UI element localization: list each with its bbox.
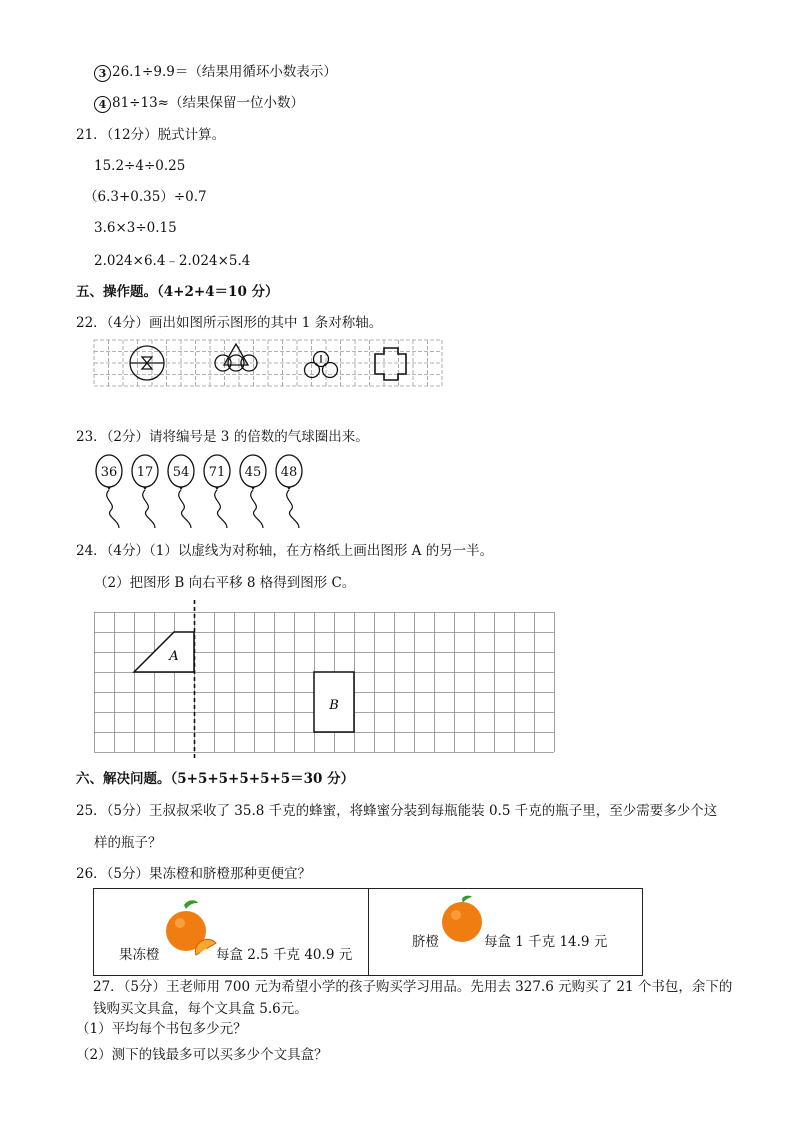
q20-item-3 — [94, 63, 337, 82]
balloon[interactable] — [168, 455, 194, 528]
q25-line-2: 样的瓶子？ — [94, 835, 162, 851]
q21-expr-4: 2.024×6.4﹣2.024×5.4 — [94, 253, 251, 269]
balloon-number: 71 — [208, 465, 226, 480]
balloon-number: 54 — [172, 465, 190, 480]
q23-title: 23．（2分）请将编号是 3 的倍数的气球圈出来。 — [76, 429, 369, 445]
q20-item-4-text: 81÷13≈（结果保留一位小数） — [112, 95, 304, 111]
q24-grid — [94, 612, 556, 757]
q24-part-2: （2）把图形 B 向右平移 8 格得到图形 C。 — [94, 575, 356, 591]
shape-cross — [375, 348, 406, 380]
q20-item-4 — [94, 94, 304, 113]
balloon-group — [90, 452, 310, 532]
q26-title: 26．（5分）果冻橙和脐橙那种更便宜？ — [76, 866, 312, 882]
price-box-divider — [368, 889, 369, 975]
section-5-title: 五、操作题。（4+2+4＝10 分） — [76, 284, 279, 300]
balloon[interactable] — [276, 455, 302, 528]
circled-number-3: 3 — [94, 65, 111, 82]
q21-expr-1: 15.2÷4÷0.25 — [94, 158, 186, 174]
q24-part-1-text: 24．（4分）（1）以虚线为对称轴，在方格纸上画出图形 A 的另一半。 — [76, 543, 494, 559]
balloon[interactable] — [132, 455, 158, 528]
shape-circle-with-bowtie — [130, 346, 164, 380]
balloon-number: 36 — [100, 465, 118, 480]
jelly-orange-icon — [162, 899, 218, 959]
balloon[interactable] — [240, 455, 266, 528]
q26-left-name: 果冻橙 — [119, 947, 160, 963]
q21-expr-2: （6.3+0.35）÷0.7 — [84, 189, 207, 205]
q20-item-3-text: 26.1÷9.9＝（结果用循环小数表示） — [112, 64, 337, 80]
q21-expr-3: 3.6×3÷0.15 — [94, 220, 177, 236]
q27-sub-2: （2）测下的钱最多可以买多少个文具盒？ — [76, 1047, 328, 1063]
balloon-number: 17 — [136, 465, 154, 480]
balloon-number: 45 — [244, 465, 262, 480]
shape-three-circles — [305, 352, 338, 378]
q27-sub-1: （1）平均每个书包多少元？ — [76, 1021, 247, 1037]
navel-orange-icon — [440, 895, 484, 945]
balloon[interactable] — [96, 455, 122, 528]
circled-number-4: 4 — [94, 96, 111, 113]
balloon[interactable] — [204, 455, 230, 528]
shape-b-label: B — [329, 698, 339, 713]
shape-a — [134, 632, 194, 672]
q26-right-name: 脐橙 — [412, 934, 439, 950]
section-6-title: 六、解决问题。（5+5+5+5+5+5＝30 分） — [76, 771, 355, 787]
q26-right-price: 每盒 1 千克 14.9 元 — [484, 934, 608, 950]
q25-line-1: 25．（5分）王叔叔采收了 35.8 千克的蜂蜜，将蜂蜜分装到每瓶能装 0.5 千克的瓶子里，至少需要多少个这 — [76, 803, 718, 819]
shape-a-label: A — [169, 649, 179, 664]
q27-line-2: 钱购买文具盒，每个文具盒 5.6元。 — [93, 1001, 308, 1017]
q22-title: 22．（4分）画出如图所示图形的其中 1 条对称轴。 — [76, 315, 383, 331]
q26-left-price: 每盒 2.5 千克 40.9 元 — [216, 947, 353, 963]
q24-part-1 — [76, 542, 493, 560]
price-comparison-box — [93, 888, 643, 976]
balloon-number: 48 — [280, 465, 298, 480]
q22-figure — [94, 340, 444, 388]
q21-title: 21．（12分）脱式计算。 — [76, 127, 226, 143]
shape-triangle-circles — [215, 344, 257, 371]
q27-line-1: 27．（5分）王老师用 700 元为希望小学的孩子购买学习用品。先用去 327.6 元购买了 21 个书包，余下的 — [93, 979, 733, 995]
